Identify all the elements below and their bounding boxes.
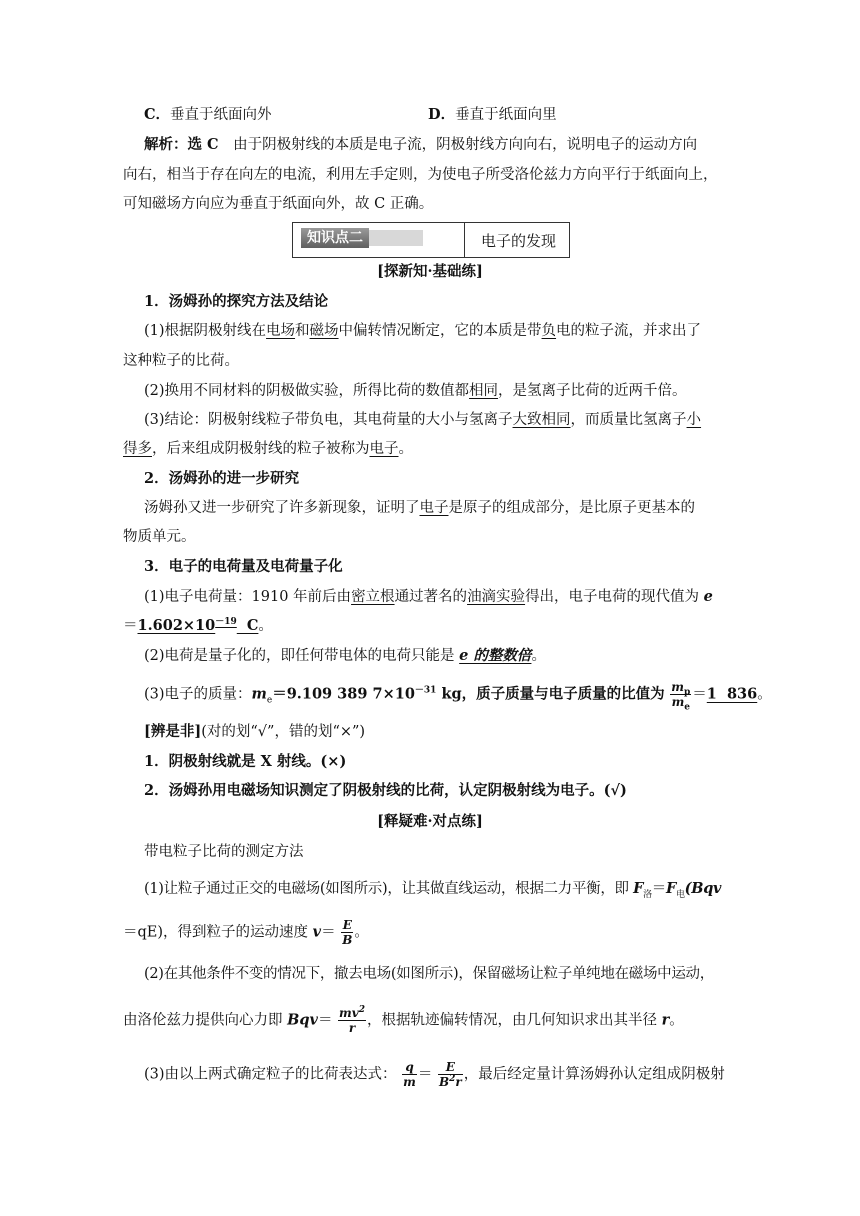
analysis-line-2: 向右，相当于存在向左的电流，利用左手定则，为使电子所受洛伦兹力方向平行于纸面向上， [123,167,718,183]
judge-question-1: 1．阴极射线就是 X 射线。(×) [144,753,347,770]
analysis-line-3: 可知磁场方向应为垂直于纸面向外，故 C 正确。 [123,196,434,212]
method-title: 带电粒子比荷的测定方法 [144,844,304,860]
item1-p3-cont: 得多，后来组成阴极射线的粒子被称为电子。 [123,441,413,457]
item3-p1: (1)电子电荷量：1910 年前后由密立根通过著名的油滴实验得出，电子电荷的现代值为 e [144,588,713,605]
option-c-label: C． [144,106,171,123]
options-row [144,106,764,124]
method-p3: (2)在其他条件不变的情况下，撤去电场(如图所示)，保留磁场让粒子单纯地在磁场中运动， [144,966,714,982]
centripetal-fraction: $\frac{mv^2}{r}$ [339,1005,365,1035]
item1-p3: (3)结论：阴极射线粒子带负电，其电荷量的大小与氢离子大致相同，而质量比氢离子小 [144,412,702,428]
option-c-text: 垂直于纸面向外 [170,107,272,123]
analysis-head: 解析：选 C [144,136,219,153]
knowledge-point-box [292,222,570,258]
knowledge-point-tag: 知识点二 [301,228,369,248]
item1-heading: 1．汤姆孙的探究方法及结论 [144,293,329,310]
method-p1: (1)让粒子通过正交的电磁场(如图所示)，让其做直线运动，根据二力平衡，即 $F_洛=F_电(Bqv$ [144,880,722,900]
item2-heading: 2．汤姆孙的进一步研究 [144,470,300,487]
section-clarify-heading: [释疑难·对点练] [377,813,483,830]
item2-p1-cont: 物质单元。 [123,529,196,545]
item3-p1-cont: $=1.602\times 10^{-19}$ C。 [123,617,273,634]
option-d-text: 垂直于纸面向里 [455,107,557,123]
item1-p1-cont: 这种粒子的比荷。 [123,353,239,369]
charge-ratio-fraction: $\frac{q}{m}$ [403,1060,416,1089]
item3-heading: 3．电子的电荷量及电荷量子化 [144,558,343,575]
judge-heading: [辨是非](对的划“√”，错的划“×”) [144,723,366,740]
mass-ratio-fraction: $\frac{m_p}{m_e}$ [671,680,691,713]
charge-ratio-result-fraction: $\frac{E}{B^2r}$ [438,1060,462,1089]
item2-p1: 汤姆孙又进一步研究了许多新现象，证明了电子是原子的组成部分，是比原子更基本的 [144,500,695,516]
item3-p3: (3)电子的质量：$m_e=9.109$ 389 $7\times 10^{-31}$ kg，质子质量与电子质量的比值为 $\frac{m_p}{m_e}$ ＝1 836。 [144,680,772,713]
method-p4: 由洛伦兹力提供向心力即 Bqv＝ $\frac{mv^2}{r}$ ，根据轨迹偏转情况，由几何知识求出其半径 r。 [123,1005,684,1035]
item3-p2: (2)电荷是量子化的，即任何带电体的电荷只能是 e 的整数倍。 [144,647,546,664]
judge-question-2: 2．汤姆孙用电磁场知识测定了阴极射线的比荷，认定阴极射线为电子。(√) [144,782,627,799]
item1-p2: (2)换用不同材料的阴极做实验，所得比荷的数值都相同，是氢离子比荷的近两千倍。 [144,383,687,399]
option-d-label: D． [428,106,456,123]
section-explore-heading: [探新知·基础练] [377,263,483,280]
velocity-fraction: $\frac{E}{B}$ [342,918,353,947]
knowledge-point-tag-cell [293,223,465,257]
item1-p1: (1)根据阴极射线在电场和磁场中偏转情况断定，它的本质是带负电的粒子流，并求出了 [144,323,702,339]
analysis-line-1: 解析：选 C 由于阴极射线的本质是电子流，阴极射线方向向右，说明电子的运动方向 [144,136,698,153]
method-p2: ＝qE)，得到粒子的运动速度 v＝ $\frac{E}{B}$ 。 [123,918,369,947]
knowledge-point-title: 电子的发现 [481,232,557,250]
method-p5: (3)由以上两式确定粒子的比荷表达式： $\frac{q}{m}$ ＝ $\frac{E}{B^2r}$ ，最后经定量计算汤姆孙认定组成阴极射 [144,1060,725,1089]
